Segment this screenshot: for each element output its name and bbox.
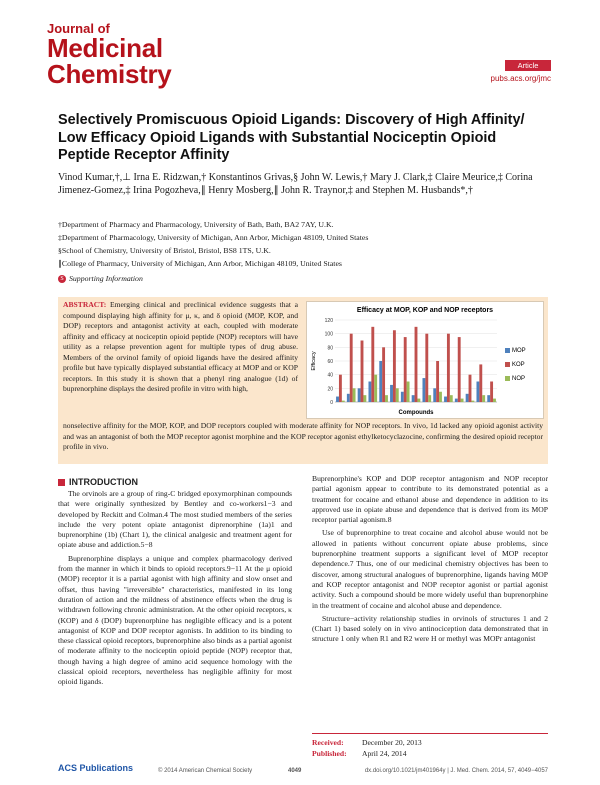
y-tick-label: 0 (330, 400, 333, 406)
introduction-heading-text: INTRODUCTION (69, 477, 138, 487)
bar-nop (353, 388, 356, 402)
affiliation-3: §School of Chemistry, University of Bristol, Bristol, BS8 1TS, U.K. (58, 246, 271, 255)
legend-label-kop: KOP (512, 362, 525, 368)
paragraph: Use of buprenorphine to treat cocaine and alcohol abuse would not be allowed in patients without concurrent opiate abuse problems, since buprenorphine treatment supports a significant level of MOP receptor dependence.7 Thus, one of our medicinal chemistry objectives has been to discover, among structural analogues of buprenorphine, ligands having MOP and KOP receptor antagonist and NOP receptor agonist or partial agonist activity. Such a compound should be more widely useful than buprenorphine in the treatment of cocaine and alcohol abuse and dependence. (312, 528, 548, 610)
copyright: © 2014 American Chemical Society (158, 768, 253, 774)
journal-logo (47, 22, 207, 87)
acs-publications-logo[interactable]: ACS Publications (58, 763, 134, 773)
bar-kop (425, 334, 428, 402)
bar-kop (490, 382, 493, 403)
paragraph: Structure−activity relationship studies in orvinols of structures 1 and 2 (Chart 1) based solely on in vivo antinociception data demonstrated that in structure 1 only when R1 and R2 were H or methyl was MOPr antagonist (312, 613, 548, 644)
bar-mop (379, 361, 382, 402)
abstract-text-part1 (63, 300, 298, 395)
bar-mop (487, 395, 490, 402)
bar-nop (417, 399, 420, 402)
legend-label-mop: MOP (512, 348, 526, 354)
bar-nop (385, 395, 388, 402)
abstract-body-1: Emerging clinical and preclinical evidence suggests that a compound displaying high affinity for μ, κ, and δ opioid (MOP, KOP, and DOP) receptors and antagonist activity at each, coupled with moderate affinity and efficacy at nociceptin opioid peptide (NOP) receptors will have utility as a relapse prevention agent for multiple types of drug abuse. Members of the orvinol family of opioid ligands have the desired affinity profile but have typically displayed substantial efficacy at MOP and or KOP receptors. In this study it is shown that a phenyl ring analogue (1d) of buprenorphine displays the desired profile in vitro with high, (63, 300, 298, 393)
journal-logo-line2: Medicinal (47, 33, 163, 63)
bar-nop (471, 401, 474, 402)
bar-kop (382, 347, 385, 402)
legend-swatch-kop (505, 362, 510, 367)
paragraph: Buprenorphine displays a unique and complex pharmacology derived from the manner in which it binds to opioid receptors.9−11 At the μ opioid (MOP) receptor it is a partial agonist with high affinity and slow onset and offset, thus having "irreversible" characteristics, manifested in its long duration of action and the mildness of abstinence effects when the drug is withdrawn following chronic administration. At the other opioid receptors, κ (KOP) and δ (DOP) buprenorphine has negligible efficacy and is a potent antagonist of KOP and DOP receptor agonists. In addition to its binding to these classical opioid receptors, buprenorphine also binds as a partial agonist of moderate affinity to the nociceptin opioid peptide (NOP) receptor that, though having a high degree of amino acid sequence homology with the classical opioid receptors, nevertheless has negligible affinity for most opioid ligands. (58, 553, 292, 687)
affiliation-1: †Department of Pharmacy and Pharmacology, University of Bath, Bath, BA2 7AY, U.K. (58, 220, 334, 229)
y-tick-label: 80 (327, 345, 333, 352)
legend-swatch-mop (505, 348, 510, 353)
efficacy-chart (306, 301, 544, 419)
paragraph: The orvinols are a group of ring-C bridged epoxymorphinan compounds that were originally synthesized by Bentley and co-workers1−3 and developed by Reckitt and Colman.4 The most studied members of the series include the very potent opiate antagonist diprenorphine (1a)1 and buprenorphine (1b) (Chart 1), the clinical analgesic and treatment agent for opiate abuse and addiction.5−8 (58, 489, 292, 550)
bar-kop (447, 334, 450, 402)
page-footer (58, 765, 548, 777)
bar-mop (358, 388, 361, 402)
bar-kop (404, 337, 407, 402)
bar-kop (371, 327, 374, 402)
supporting-info-link[interactable] (58, 274, 143, 283)
received-date: December 20, 2013 (362, 738, 422, 747)
y-axis-label: Efficacy (311, 351, 317, 371)
paragraph: Buprenorphine's KOP and DOP receptor antagonism and NOP receptor partial agonism appear to contribute to its demonstrated potential as a treatment for cocaine and ethanol abuse and dependence in addition to its approved use in opiate abuse and dependence that is derived from its MOP receptor partial agonism.8 (312, 474, 548, 525)
bar-nop (342, 401, 345, 402)
bar-kop (458, 337, 461, 402)
bar-mop (455, 399, 458, 402)
received-date-row (312, 737, 548, 748)
introduction-heading (58, 477, 138, 487)
y-tick-label: 20 (327, 386, 333, 393)
bar-kop (339, 375, 342, 402)
supporting-info-icon: S (58, 275, 66, 283)
chart-title: Efficacy at MOP, KOP and NOP receptors (356, 307, 494, 314)
bar-nop (363, 395, 366, 402)
legend-label-nop: NOP (512, 376, 526, 382)
bar-nop (493, 399, 496, 402)
bar-nop (374, 375, 377, 402)
bar-nop (450, 395, 453, 402)
bar-mop (422, 378, 425, 402)
doi-citation[interactable]: dx.doi.org/10.1021/jm401964y | J. Med. Chem. 2014, 57, 4049−4057 (364, 768, 548, 774)
abstract-text-part2: nonselective affinity for the MOP, KOP, and DOP receptors coupled with moderate affinity for NOP receptors. In vivo, 1d lacked any opioid agonist activity and was an antagonist of both the MOP receptor agonist morphine and the KOP receptor agonist ethylketocyclazocine, confirming the desired opioid receptor profile in vivo. (63, 421, 543, 451)
page-number: 4049 (288, 768, 302, 774)
affiliation-4: ∥College of Pharmacy, University of Michigan, Ann Arbor, Michigan 48109, United States (58, 259, 342, 268)
y-tick-label: 100 (324, 331, 333, 338)
author-list: Vinod Kumar,†,⊥ Irna E. Ridzwan,† Konstantinos Grivas,§ John W. Lewis,† Mary J. Clark,‡ Claire Meurice,‡ Corina Jimenez-Gomez,‡ Irina Pogozheva,∥ Henry Mosberg,∥ John R. Traynor,‡ and Stephen M. Husbands*,† (58, 172, 533, 196)
bar-kop (415, 327, 418, 402)
y-tick-label: 60 (327, 359, 333, 365)
paper-title: Selectively Promiscuous Opioid Ligands: Discovery of High Affinity/ Low Efficacy Opioid Ligands with Substantial Nociceptin Opioid Peptide Receptor Affinity (58, 112, 525, 163)
bar-nop (428, 395, 431, 402)
bar-kop (393, 330, 396, 402)
bar-nop (396, 388, 399, 402)
bar-nop (482, 395, 485, 402)
journal-url[interactable]: pubs.acs.org/jmc (490, 74, 551, 83)
legend-swatch-nop (505, 376, 510, 381)
bar-kop (361, 341, 364, 403)
bar-nop (461, 399, 464, 402)
bar-kop (469, 375, 472, 402)
bar-nop (407, 382, 410, 403)
bar-mop (368, 382, 371, 403)
bar-kop (436, 361, 439, 402)
y-tick-label: 120 (324, 318, 333, 324)
bar-mop (466, 394, 469, 402)
bar-mop (412, 395, 415, 402)
abstract-label: ABSTRACT: (63, 300, 107, 309)
journal-logo-line3: Chemistry (47, 59, 172, 89)
y-tick-label: 40 (327, 372, 333, 379)
bar-mop (347, 394, 350, 402)
section-marker-icon (58, 479, 65, 486)
bar-mop (476, 382, 479, 403)
published-label: Published: (312, 749, 347, 758)
bar-mop (336, 397, 339, 402)
supporting-info-label: Supporting Information (69, 274, 143, 283)
body-column-right (312, 474, 548, 648)
publication-dates (312, 733, 548, 759)
x-axis-label: Compounds (398, 410, 434, 416)
bar-nop (439, 392, 442, 402)
published-date-row (312, 748, 548, 759)
journal-logo-line1: Journal of (47, 21, 110, 36)
bar-mop (401, 392, 404, 402)
bar-mop (390, 385, 393, 402)
article-type-badge: Article (505, 60, 551, 71)
received-label: Received: (312, 738, 344, 747)
bar-mop (433, 388, 436, 402)
affiliation-2: ‡Department of Pharmacology, University of Michigan, Ann Arbor, Michigan 48109, United States (58, 233, 369, 242)
published-date: April 24, 2014 (362, 749, 407, 758)
bar-kop (350, 334, 353, 402)
body-column-left (58, 489, 292, 691)
bar-kop (479, 364, 482, 402)
bar-mop (444, 397, 447, 402)
